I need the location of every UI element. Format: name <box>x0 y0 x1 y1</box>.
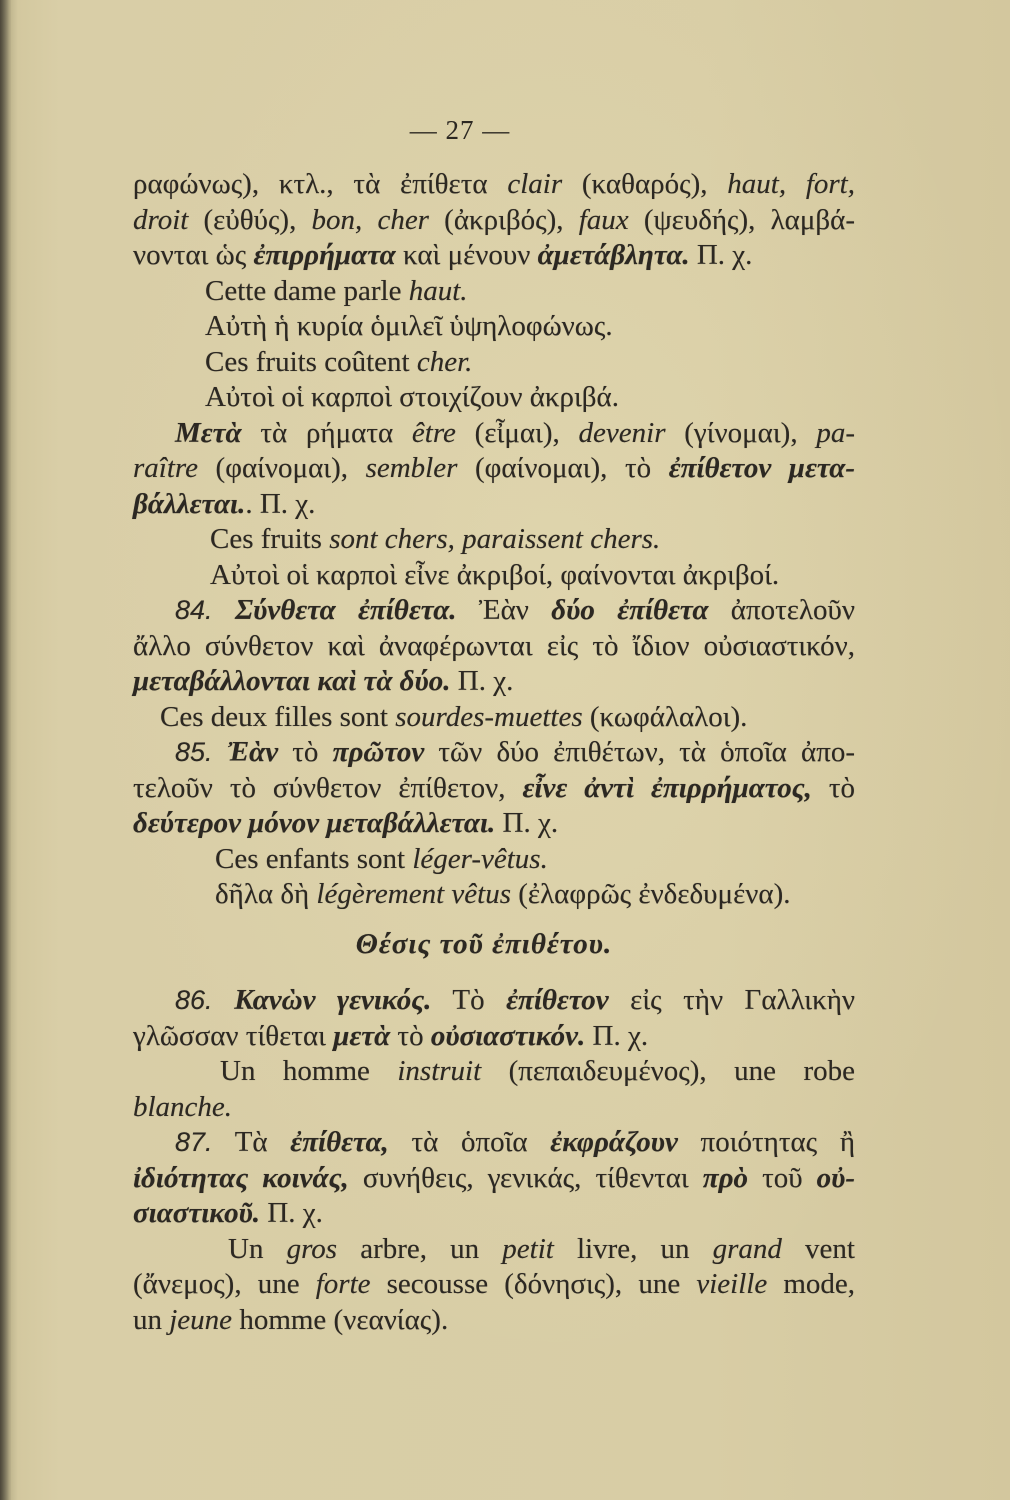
french-text: faux <box>578 203 629 236</box>
example-line <box>133 1303 855 1339</box>
greek-text: εἰς τὴν Γαλλικὴν <box>608 984 855 1016</box>
emphasized-term: μεταβάλλονται καὶ τὰ δύο. <box>133 665 451 697</box>
example-line <box>133 309 855 345</box>
greek-text: γλῶσσαν τίθεται <box>133 1019 334 1052</box>
french-text: Ces fruits coûtent <box>205 345 417 378</box>
greek-text: τὰ ὁποῖα <box>388 1126 551 1158</box>
text-line <box>133 1161 855 1197</box>
text-line <box>133 1019 855 1055</box>
french-italic: gros <box>286 1232 338 1265</box>
example-line <box>133 345 855 381</box>
greek-text: τελοῦν τὸ σύνθετον ἐπίθετον, <box>133 771 523 804</box>
french-text: Un <box>228 1232 287 1265</box>
greek-text: ποιότητας ἢ <box>677 1126 855 1158</box>
example-line <box>133 1267 855 1303</box>
french-text: secousse (δόνησις), une <box>370 1268 697 1300</box>
text-line <box>133 1125 855 1161</box>
greek-text: Π. χ. <box>585 1019 649 1052</box>
greek-text: . Π. χ. <box>245 487 316 520</box>
greek-text: Αὐτοὶ οἱ καρποὶ εἶνε ἀκριβοί, φαίνονται ἀκριβοί. <box>210 558 780 591</box>
example-line <box>133 1054 855 1090</box>
section-heading <box>133 927 855 963</box>
french-text: droit <box>133 203 189 236</box>
example-line <box>133 1232 855 1268</box>
french-italic: sont chers, paraissent chers. <box>329 523 661 555</box>
french-text: Un homme <box>220 1055 398 1087</box>
greek-text: νονται ὡς <box>133 239 254 271</box>
emphasized-term: ἐκφράζουν <box>550 1126 678 1158</box>
french-italic: grand <box>712 1232 782 1265</box>
french-text: pa- <box>816 416 856 449</box>
emphasized-term: ἐπίθετον <box>506 984 609 1016</box>
greek-text: τὸ <box>811 771 856 804</box>
french-italic: jeune <box>169 1303 233 1336</box>
greek-text: Αὐτὴ ἡ κυρία ὁμιλεῖ ὑψηλοφώνως. <box>205 310 613 342</box>
text-line <box>133 416 855 452</box>
french-italic: petit <box>502 1232 554 1265</box>
french-text: un <box>133 1303 170 1336</box>
greek-text: (ἀκριβός), <box>428 203 579 236</box>
greek-text: συνήθεις, γενικάς, τίθενται <box>348 1161 703 1194</box>
text-line <box>133 203 855 239</box>
example-line <box>133 842 855 878</box>
greek-text: τὰ ρήματα <box>241 416 412 449</box>
greek-text: ἀποτελοῦν <box>708 594 856 626</box>
greek-text: Τὸ <box>431 984 507 1016</box>
section-number: 85. <box>175 737 227 767</box>
example-line <box>133 558 855 594</box>
text-line <box>133 238 855 274</box>
page-body <box>133 167 855 1338</box>
text-line <box>133 664 855 700</box>
french-text: Cette dame parle <box>205 274 409 307</box>
emphasized-term: ἐπίθετον μετα- <box>668 452 855 484</box>
french-text: arbre, un <box>337 1232 503 1265</box>
example-line <box>133 522 855 558</box>
french-italic: forte <box>315 1268 371 1300</box>
greek-text: Π. χ. <box>689 239 753 271</box>
text-line <box>133 806 855 842</box>
greek-text: (γίνομαι), <box>665 416 817 449</box>
greek-text: (ψευδής), λαμβά- <box>628 203 856 236</box>
emphasized-term: δύο ἐπίθετα <box>551 594 709 626</box>
french-text: être <box>411 416 456 449</box>
greek-text: (κωφάλαλοι). <box>582 700 748 733</box>
greek-text: (ἐλαφρῶς ἐνδεδυμένα). <box>511 878 791 910</box>
greek-text: Π. χ. <box>260 1197 323 1229</box>
french-text: Ces fruits <box>210 523 330 555</box>
greek-text: (εἶμαι), <box>455 416 579 449</box>
page-number: — 27 — <box>409 115 511 145</box>
example-line <box>133 700 855 736</box>
greek-text: Ἐὰν <box>456 594 552 626</box>
french-italic: légèrement vêtus <box>316 878 512 910</box>
french-text: clair <box>507 168 563 200</box>
example-line <box>133 1090 855 1126</box>
greek-text: τὸ <box>278 736 333 768</box>
example-line <box>133 877 855 913</box>
section-number: 86. <box>175 985 235 1015</box>
greek-text: Αὐτοὶ οἱ καρποὶ στοιχίζουν ἀκριβά. <box>205 381 619 413</box>
text-line <box>133 487 855 523</box>
french-text: raître <box>133 452 198 484</box>
emphasized-term: Ἐὰν <box>226 736 279 768</box>
emphasized-term: οὐ- <box>816 1161 855 1194</box>
greek-text: (εὐθύς), <box>188 203 312 236</box>
french-italic: vieille <box>696 1268 768 1300</box>
text-line <box>133 983 855 1019</box>
french-text: bon, cher <box>311 203 429 236</box>
french-text: devenir <box>578 416 666 449</box>
emphasized-term: δεύτερον μόνον μεταβάλλεται. <box>133 807 496 839</box>
french-text: vent <box>781 1232 855 1265</box>
greek-text: (καθαρός), <box>562 168 728 200</box>
french-text: mode, <box>767 1268 856 1300</box>
french-italic: instruit <box>397 1055 482 1087</box>
french-text: (πεπαιδευμένος), une robe <box>481 1055 855 1087</box>
emphasized-term: πρὸ <box>702 1161 749 1194</box>
french-text: Ces deux filles sont <box>160 700 396 733</box>
text-line <box>133 167 855 203</box>
section-number: 84. <box>175 595 236 625</box>
greek-text: καὶ μένουν <box>395 239 538 271</box>
french-text: livre, un <box>553 1232 713 1265</box>
text-line <box>133 735 855 771</box>
french-italic: cher. <box>416 345 473 378</box>
text-line <box>133 593 855 629</box>
text-line <box>133 771 855 807</box>
emphasized-term: Σύνθετα ἐπίθετα. <box>235 594 457 626</box>
french-italic: haut. <box>408 274 468 307</box>
emphasized-term: βάλλεται. <box>133 487 246 520</box>
greek-text: (φαίνομαι), τὸ <box>457 452 669 484</box>
french-text: homme (νεανίας). <box>232 1303 449 1336</box>
french-text: sembler <box>365 452 458 484</box>
emphasized-term: οὐσιαστικόν. <box>430 1019 586 1052</box>
greek-text: τῶν δύο ἐπιθέτων, τὰ ὁποῖα ἀπο- <box>424 736 855 768</box>
greek-text: (φαίνομαι), <box>197 452 366 484</box>
greek-text: Τὰ <box>212 1126 291 1158</box>
greek-text: τὸ <box>390 1019 431 1052</box>
emphasized-term: Κανὼν γενικός. <box>234 984 432 1016</box>
example-line <box>133 274 855 310</box>
greek-text: ἄλλο σύνθετον καὶ ἀναφέρωνται εἰς τὸ ἴδιον οὐσιαστικόν, <box>133 629 855 662</box>
greek-text: Π. χ. <box>495 807 559 839</box>
french-italic: blanche. <box>133 1090 233 1123</box>
french-text: haut, fort, <box>727 168 855 200</box>
emphasized-term: ἐπιρρήματα <box>253 239 396 271</box>
french-italic: sourdes-muettes <box>395 700 583 733</box>
emphasized-term: μετὰ <box>333 1019 391 1052</box>
french-italic: léger-vêtus. <box>412 842 548 875</box>
emphasized-term: ἐπίθετα, <box>290 1126 389 1158</box>
binding-edge <box>0 0 11 1500</box>
text-line <box>133 1196 855 1232</box>
section-number: 87. <box>175 1127 213 1157</box>
text-line <box>133 451 855 487</box>
emphasized-term: πρῶτον <box>332 736 425 768</box>
greek-text: δῆλα δὴ <box>215 878 317 910</box>
emphasized-term: ἀμετάβλητα. <box>537 239 690 271</box>
emphasized-term: σιαστικοῦ. <box>133 1197 261 1229</box>
emphasized-term: Μετὰ <box>175 416 242 449</box>
emphasized-term: ἰδιότητας κοινάς, <box>133 1161 349 1194</box>
french-text: Ces enfants sont <box>215 842 413 875</box>
emphasized-term: εἶνε ἀντὶ ἐπιρρήματος, <box>522 771 812 804</box>
section-heading-text: Θέσις τοῦ ἐπιθέτου. <box>355 927 613 960</box>
text-line <box>133 629 855 665</box>
example-line <box>133 380 855 416</box>
greek-text: Π. χ. <box>450 665 514 697</box>
greek-text: ραφώνως), κτλ., τὰ ἐπίθετα <box>133 168 508 200</box>
greek-text: τοῦ <box>748 1161 817 1194</box>
french-text: (ἄνεμος), une <box>133 1268 316 1300</box>
